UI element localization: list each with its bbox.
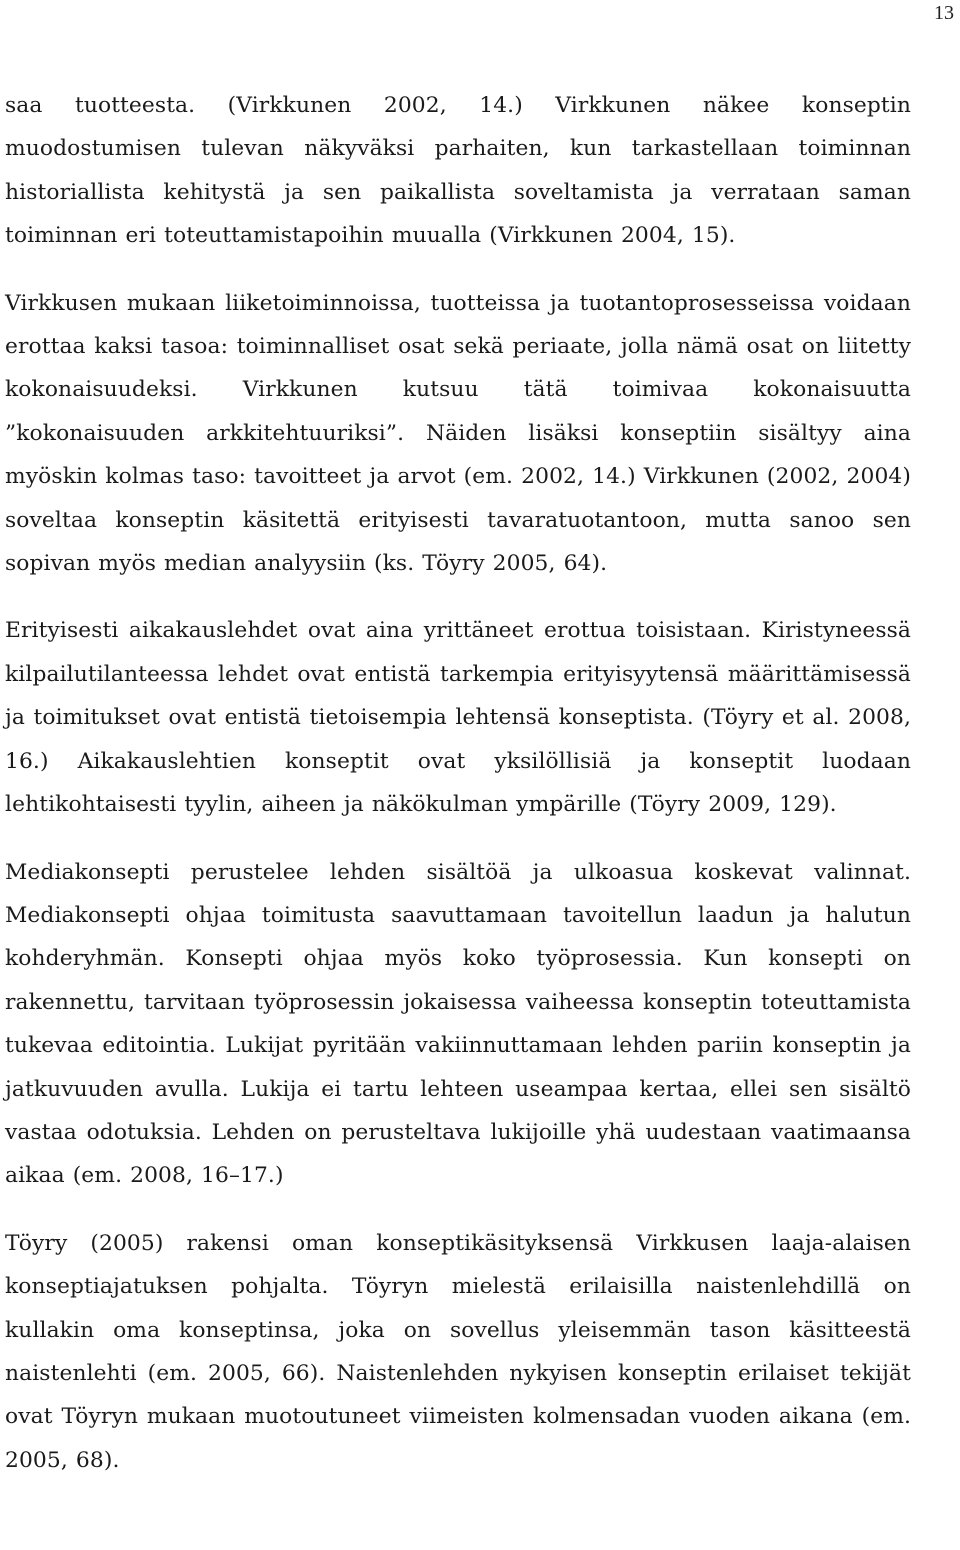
page-number: 13 bbox=[934, 2, 954, 24]
paragraph-3: Erityisesti aikakauslehdet ovat aina yrittäneet erottua toisistaan. Kiristyneessä kilpailutilanteessa lehdet ovat entistä tarkempia erityisyytensä määrittämisessä ja toimitukset ovat entistä tietoisempia lehtensä konseptista. (Töyry et al. 2008, 16.) Aikakauslehtien konseptit ovat yksilöllisiä ja konseptit luodaan lehtikohtaisesti tyylin, aiheen ja näkökulman ympärille (Töyry 2009, 129). bbox=[5, 618, 911, 818]
paragraph-5: Töyry (2005) rakensi oman konseptikäsityksensä Virkkusen laaja-alaisen konseptiajatuksen pohjalta. Töyryn mielestä erilaisilla naistenlehdillä on kullakin oma konseptinsa, joka on sovellus yleisemmän tason käsitteestä naistenlehti (em. 2005, 66). Naistenlehden nykyisen konseptin erilaiset tekijät ovat Töyryn mukaan muotoutuneet viimeisten kolmensadan vuoden aikana (em. 2005, 68). bbox=[5, 1230, 911, 1473]
paragraph-1: saa tuotteesta. (Virkkunen 2002, 14.) Virkkunen näkee konseptin muodostumisen tulevan näkyväksi parhaiten, kun tarkastellaan toiminnan historiallista kehitystä ja sen paikallista soveltamista ja verrataan saman toiminnan eri toteuttamistapoihin muualla (Virkkunen 2004, 15). bbox=[5, 93, 911, 249]
body-text bbox=[5, 84, 911, 1482]
paragraph-2: Virkkusen mukaan liiketoiminnoissa, tuotteissa ja tuotantoprosesseissa voidaan erottaa kaksi tasoa: toiminnalliset osat sekä periaate, jolla nämä osat on liitetty kokonaisuudeksi. Virkkunen kutsuu tätä toimivaa kokonaisuutta ”kokonaisuuden arkkitehtuuriksi”. Näiden lisäksi konseptiin sisältyy aina myöskin kolmas taso: tavoitteet ja arvot (em. 2002, 14.) Virkkunen (2002, 2004) soveltaa konseptin käsitettä erityisesti tavaratuotantoon, mutta sanoo sen sopivan myös median analyysiin (ks. Töyry 2005, 64). bbox=[5, 290, 911, 577]
paragraph-4: Mediakonsepti perustelee lehden sisältöä ja ulkoasua koskevat valinnat. Mediakonsepti ohjaa toimitusta saavuttamaan tavoitellun laadun ja halutun kohderyhmän. Konsepti ohjaa myös koko työprosessia. Kun konsepti on rakennettu, tarvitaan työprosessin jokaisessa vaiheessa konseptin toteuttamista tukevaa editointia. Lukijat pyritään vakiinnuttamaan lehden pariin konseptin ja jatkuvuuden avulla. Lukija ei tartu lehteen useampaa kertaa, ellei sen sisältö vastaa odotuksia. Lehden on perusteltava lukijoille yhä uudestaan vaatimaansa aikaa (em. 2008, 16–17.) bbox=[5, 859, 911, 1189]
